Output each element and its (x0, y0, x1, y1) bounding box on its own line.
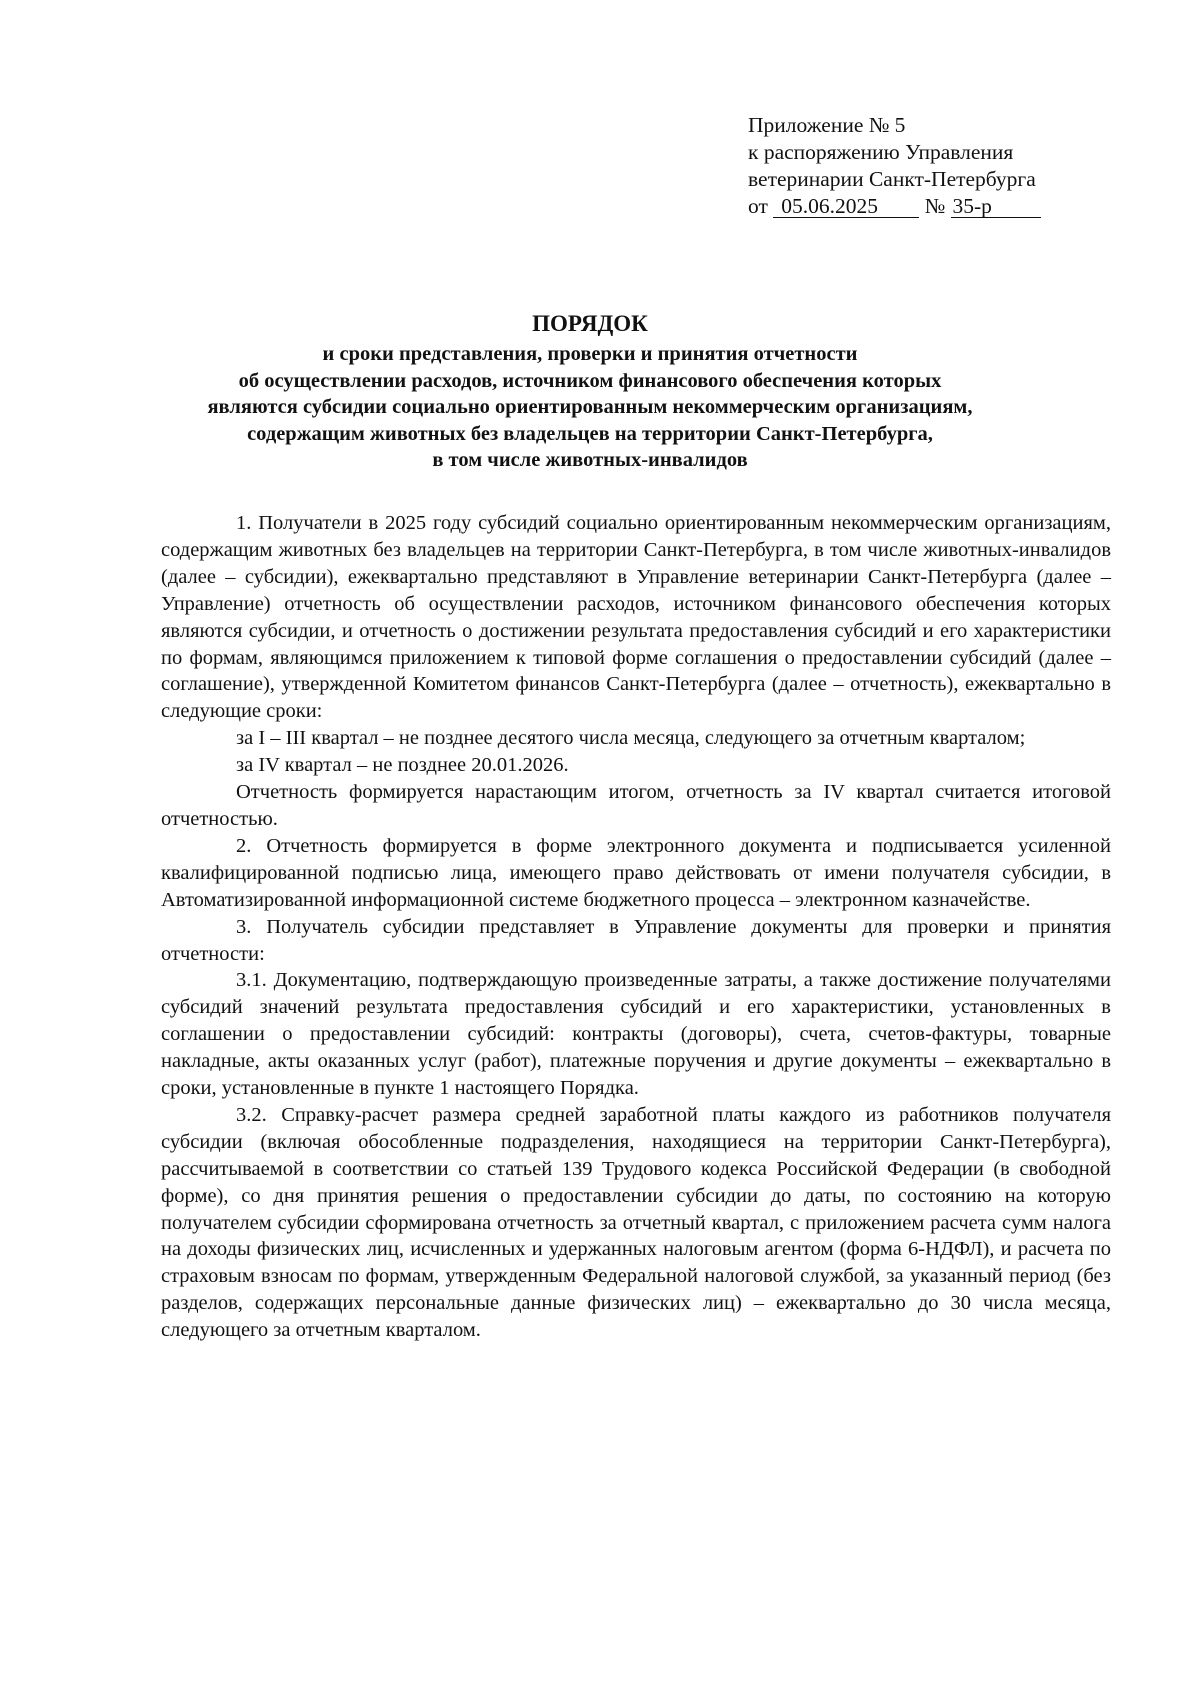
annex-authority: ветеринарии Санкт-Петербурга (748, 167, 1036, 191)
subtitle-line: в том числе животных-инвалидов (432, 449, 748, 471)
subtitle-line: содержащим животных без владельцев на территории Санкт-Петербурга, (247, 422, 933, 445)
paragraph-deadline-q1-q3: за I – III квартал – не позднее десятого числа месяца, следующего за отчетным кварталом; (236, 727, 1026, 750)
paragraph-1-recipients: 1. Получатели в 2025 году субсидий социально ориентированным некоммерческим организациям, содержащим животных без владельцев на территории Санкт-Петербурга, в том числе животных-инвалидов (далее – субсидии), ежеквартально представляют в Управление ветеринарии Санкт-Петербурга (далее – Управление) отчетность об осуществлении расходов, источником финансового обеспечения которых являются субсидии, и отчетность о достижении результата предоставления субсидий и его характеристики по формам, являющимся приложением к типовой форме соглашения о предоставлении субсидий (далее – соглашение), утвержденной Комитетом финансов Санкт-Петербурга (далее – отчетность), ежеквартально в следующие сроки: (161, 512, 1111, 723)
subtitle-line: являются субсидии социально ориентированным некоммерческим организациям, (207, 396, 973, 418)
annex-title: Приложение № 5 (748, 113, 906, 137)
paragraph-deadline-q4: за IV квартал – не позднее 20.01.2026. (236, 754, 569, 777)
paragraph-3-1-documentation: 3.1. Документацию, подтверждающую произведенные затраты, а также достижение получателями субсидий значений результата предоставления субсидий и его характеристики, установленных в соглашении о предоставлении субсидий: контракты (договоры), счета, счетов-фактуры, товарные накладные, акты оказанных услуг (работ), платежные поручения и другие документы – ежеквартально в сроки, установленные в пункте 1 настоящего Порядка. (161, 969, 1111, 1100)
document-body (161, 510, 1111, 1344)
paragraph-2-electronic-document: 2. Отчетность формируется в форме электронного документа и подписывается усиленной квалифицированной подписью лица, имеющего право действовать от имени получателя субсидии, в Автоматизированной информационной системе бюджетного процесса – электронном казначействе. (161, 834, 1111, 911)
annex-header (748, 112, 1041, 220)
annex-date-number-line (748, 193, 1041, 220)
subtitle-line: и сроки представления, проверки и принятия отчетности (322, 343, 858, 365)
paragraph-3-2-salary-calculation: 3.2. Справку-расчет размера средней заработной платы каждого из работников получателя субсидии (включая обособленные подразделения, находящиеся на территории Санкт-Петербурга), рассчитываемой в соответствии со статьей 139 Трудового кодекса Российской Федерации (в свободной форме), со дня принятия решения о предоставлении субсидии до даты, по состоянию на которую получателем субсидии сформирована отчетность за отчетный квартал, с приложением расчета сумм налога на доходы физических лиц, исчисленных и удержанных налоговым агентом (форма 6-НДФЛ), и расчета по страховым взносам по формам, утвержденным Федеральной налоговой службой, за указанный период (без разделов, содержащих персональные данные физических лиц) – ежеквартально до 30 числа месяца, следующего за отчетным кварталом. (161, 1103, 1111, 1342)
document-title: ПОРЯДОК (532, 311, 648, 336)
annex-from-label: от (748, 194, 768, 218)
annex-date: 05.06.2025 (773, 195, 919, 218)
paragraph-cumulative-reporting: Отчетность формируется нарастающим итогом, отчетность за IV квартал считается итоговой отчетностью. (161, 781, 1111, 830)
subtitle-line: об осуществлении расходов, источником финансового обеспечения которых (238, 369, 942, 392)
paragraph-3-documents: 3. Получатель субсидии представляет в Управление документы для проверки и принятия отчетности: (161, 915, 1111, 965)
document-title-block (120, 310, 1060, 474)
annex-number-label: № (924, 194, 946, 218)
annex-order-reference: к распоряжению Управления (748, 140, 1014, 164)
annex-number: 35-р (951, 195, 1041, 218)
